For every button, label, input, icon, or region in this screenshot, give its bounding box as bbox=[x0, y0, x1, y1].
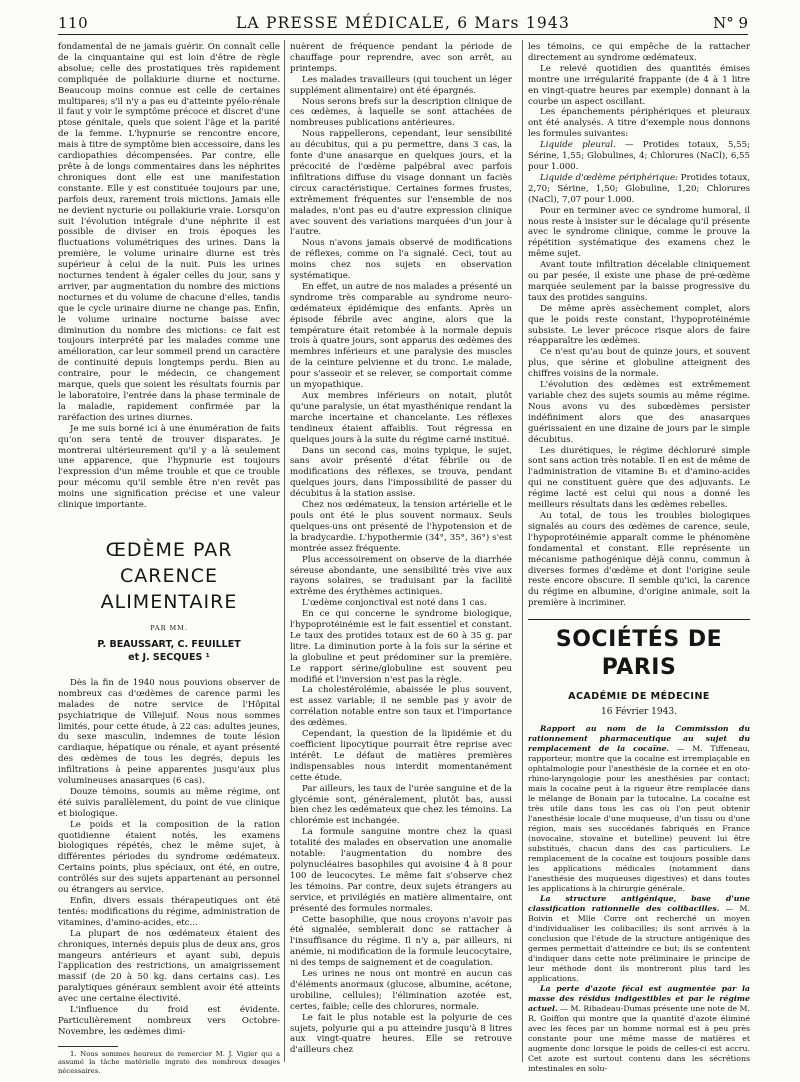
formula-label: Liquide d'œdème périphérique: bbox=[540, 172, 678, 183]
report-author: — M. Boivin et Mlle Corre bbox=[528, 903, 750, 923]
formula-paragraph bbox=[528, 173, 750, 206]
paragraph: Douze témoins, soumis au même régime, ont été suivis parallèlement, du point de vue clinique et biologique. bbox=[58, 786, 280, 819]
paragraph: les témoins, ce qui empêche de la rattacher directement au syndrome œdémateux. bbox=[528, 42, 750, 63]
paragraph: Dans un second cas, moins typique, le sujet, sans avoir présenté d'état fébrile ou de modifications des réflexes, se trouva, pendant quelques jours, dans l'impossibilité de passer du décubitus à la station assise. bbox=[290, 445, 512, 500]
page-number: 110 bbox=[58, 14, 89, 32]
section-heading: SOCIÉTÉS DE PARIS bbox=[555, 627, 723, 681]
authors bbox=[58, 638, 280, 664]
article-title-line: ŒDÈME PAR CARENCE bbox=[105, 538, 233, 587]
paragraph: Les diurétiques, le régime déchloruré simple sont sans action très notable. Il en est de même de l'administration de vitamine B₁ et d'amino-acides qui ne constituent guère que des adjuvants. Le régime lacté est celui qui nous a donné les meilleurs résultats dans les œdèmes rebelles. bbox=[528, 445, 750, 511]
formula-label: Liquide pleural. bbox=[540, 140, 616, 151]
report-paragraph bbox=[528, 724, 750, 894]
report-paragraph bbox=[528, 894, 750, 984]
paragraph: Ce n'est qu'au bout de quinze jours, et souvent plus, que sérine et globuline atteignent des chiffres voisins de la normale. bbox=[528, 347, 750, 380]
formula-text: Protides totaux, 2,70; Sérine, 1,50; Globuline, 1,20; Chlorures (NaCl), 7,07 pour 1.000. bbox=[528, 172, 750, 205]
paragraph: L'influence du froid est évidente. Particulièrement nombreux vers Octobre-Novembre, les œdèmes dimi- bbox=[58, 1005, 280, 1037]
paragraph: Les épanchements périphériques et pleuraux ont été analysés. A titre d'exemple nous donnons les formules suivantes: bbox=[528, 107, 750, 140]
footnote-rule bbox=[58, 1046, 118, 1047]
report-author: — M. Tiffeneau, bbox=[669, 743, 750, 753]
column-1 bbox=[58, 42, 280, 1075]
section-rule bbox=[528, 619, 750, 620]
paragraph: Chez nos œdémateux, la tension artérielle et le pouls ont été le plus souvent normaux. Seuls quelques-uns ont présenté de l'hypotension et de la bradycardie. L'hypothermie (34°, 35°, 36°) s'est montrée assez fréquente. bbox=[290, 500, 512, 554]
paragraph: Nous serons brefs sur la description clinique de ces œdèmes, à laquelle se sont attachées de nombreuses publications antérieures. bbox=[290, 96, 512, 129]
report-text: ont recherché un moyen d'individualiser les colibacilles; ils sont arrivés à la conclusion que l'étude de la structure antigénique des germes permettait d'atteindre ce but; ils se contentent d'indiquer dans cette note préliminaire le principe de leur méthode dont ils montreront plus tard les applications. bbox=[528, 913, 750, 983]
paragraph: Le fait le plus notable est la polyurie de ces sujets, polyurie qui a pu atteindre jusqu'à 8 litres aux vingt-quatre heures. Elle se retrouve d'ailleurs chez bbox=[290, 1012, 512, 1056]
paragraph: Au total, de tous les troubles biologiques signalés au cours des œdèmes de carence, seule, l'hypoprotéinémie apparaît comme le phénomène fondamental et constant. Elle représente un mécanisme pathogénique déjà connu, commun à diverses formes d'œdème et dont l'origine seule reste encore obscure. Il semble qu'ici, la carence du régime en albumine, d'origine animale, soit la première à incriminer. bbox=[528, 510, 750, 609]
column-3 bbox=[528, 42, 750, 1073]
issue-number: N° 9 bbox=[713, 14, 748, 32]
report-title: Rapport au nom de la Commission du rationnement pharmaceutique au sujet du remplacement de la cocaïne. bbox=[528, 723, 750, 753]
paragraph: Je me suis borné ici à une énumération de faits qu'on sera tenté de trouver disparates. Je montrerai ultérieurement qu'il y a là seulement une apparence, que l'hypnurie est toujours l'expression d'un même trouble et que ce trouble pour mécomu qu'il semble être n'en revêt pas moins une signification précise et une valeur clinique importante. bbox=[58, 423, 280, 511]
paragraph: Aux membres inférieurs on notait, plutôt qu'une paralysie, un état myasthénique rendant la marche incertaine et chancelante. Les réflexes tendineux étaient affaiblis. Tout régressa en quelques jours à la suite du régime carné institué. bbox=[290, 391, 512, 445]
column-divider bbox=[522, 40, 523, 1062]
footnote: 1. Nous sommes heureux de remercier M. J. Vigier qui a assumé la tâche matérielle ingrate des nombreux dosages nécessaires. bbox=[58, 1049, 280, 1075]
article-title bbox=[58, 537, 280, 615]
paragraph: fondamental de ne jamais guérir. On connaît celle de la cinquantaine qui est loin d'être de règle absolue; celle des prostatiques très rapidement compliquée de pollakiurie diurne et nocturne. Beaucoup moins connue est celle de certaines multipares; s'il n'y a pas eu d'atteinte pyélo-rénale il faut y voir le symptôme précoce et discret d'une ptose génitale, quels que soient l'âge et la parité de la femme. L'hypnurie se rencontre encore, mais à titre de symptôme bien accessoire, dans les cardiopathies décompensées. Par contre, elle prête à de longs commentaires dans les néphrites chroniques dont elle est une manifestation constante. Elle y est constituée toujours par une, parfois deux, rarement trois mictions. Jamais elle ne devient nycturie ou pollakiurie vraie. Lorsqu'on suit l'évolution intégrale d'une néphrite il est possible de diviser en trois époques les fluctuations volumétriques des urines. Dans la première, le volume urinaire diurne est très supérieur à celui de la nuit. Puis les urines nocturnes tendent à égaler celles du jour, sans y arriver, par augmentation du nombre des mictions nocturnes et du volume de chacune d'elles, tandis que le cycle urinaire diurne ne change pas. Enfin, le volume urinaire nocturne baisse avec diminution du nombre des mictions: ce fait est toujours interprété par les malades comme une amélioration, car leur sommeil prend un caractère de continuité depuis longtemps perdu. Bien au contraire, pour le médecin, ce changement marque, quels que soient les résultats fournis par le laboratoire, l'entrée dans la phase terminale de la maladie, rapidement confirmée par la raréfaction des urines diurnes. bbox=[58, 42, 280, 423]
paragraph: L'évolution des œdèmes est extrêmement variable chez des sujets soumis au même régime. Nous avons vu des subœdèmes persister indéfiniment alors que des anasarques guérissaient en une dizaine de jours par le simple décubitus. bbox=[528, 380, 750, 445]
paragraph: Enfin, divers essais thérapeutiques ont été tentés: modifications du régime, administration de vitamines, d'amino-acides, etc... bbox=[58, 896, 280, 928]
paragraph: Les urines ne nous ont montré en aucun cas d'éléments anormaux (glucose, albumine, acétone, urobiline, cellules); l'élimination azotée est, certes, faible; celle des chlorures, normale. bbox=[290, 969, 512, 1012]
paragraph: Les malades travailleurs (qui touchent un léger supplément alimentaire) ont été épargnés. bbox=[290, 74, 512, 96]
paragraph: Plus accessoirement on observe de la diarrhée séreuse abondante, une sensibilité très vive aux rayons solaires, se traduisant par la facilité extrême des érythèmes actiniques. bbox=[290, 554, 512, 598]
report-text: présente une note de M. R. Goiffon qui montre que la quantité d'azote éliminé avec les fèces par un homme normal est à peu près constante pour une même masse de matières et augmente donc lorsque le poids de celles-ci est accru. Cet azote est surtout contenu dans les sécrétions intestinales en solu- bbox=[528, 1003, 750, 1073]
paragraph: Cependant, la question de la lipidémie et du coefficient lipocytique pourrait être reprise avec intérêt. Le défaut de matières premières indispensables nous interdit momentanément cette étude. bbox=[290, 729, 512, 783]
paragraph: Dès la fin de 1940 nous pouvions observer de nombreux cas d'œdèmes de carence parmi les malades de notre service de l'Hôpital psychiatrique de Villejuif. Nous nous sommes limités, pour cette étude, à 22 cas: adultes jeunes, du sexe masculin, indemnes de toute lésion cardiaque, hépatique ou rénale, et ayant présenté des œdèmes de tous les degrés, depuis les infiltrations à peine apparentes jusqu'aux plus volumineuses anasarques (6 cas). bbox=[58, 677, 280, 787]
paragraph: Nous rappellerons, cependant, leur sensibilité au décubitus, qui a pu permettre, dans 3 cas, la fonte d'une anasarque en quelques jours, et la précocité de l'œdème palpébral avec parfois infiltrations diffuse du visage donnant un faciès circux caractéristique. Certaines formes frustes, extrêmement fréquentes sur l'ensemble de nos malades, n'ont pas eu d'autre expression clinique avec souvent des variations marquées d'un jour à l'autre. bbox=[290, 129, 512, 238]
paragraph: La plupart de nos œdémateux étaient des chroniques, internés depuis plus de deux ans, gros mangeurs antérieurs et ayant subi, depuis l'application des restrictions, un amaigrissement massif (de 20 à 50 kg. dans certains cas). Les paralytiques généraux semblent avoir été atteints avec une certaine électivité. bbox=[58, 928, 280, 1005]
byline-prefix: PAR MM. bbox=[150, 623, 188, 632]
report-title: La structure antigénique, base d'une classification rationnelle des colibacilles. bbox=[528, 893, 750, 913]
paragraph: Le poids et la composition de la ration quotidienne étaient notés, les examens biologiques répétés, chez le même sujet, à différentes périodes du syndrome œdémateux. Certains points, plus spéciaux, ont été, en outre, contrôlés sur des sujets appartenant au personnel ou étrangers au service. bbox=[58, 819, 280, 896]
paragraph: En ce qui concerne le syndrome biologique, l'hypoprotéinémie est le fait essentiel et constant. Le taux des protides totaux est de 60 à 35 g. par litre. La diminution porte à la fois sur la sérine et la globuline et peut prédominer sur la première. Le rapport sérine/globuline est souvent peu modifié et l'inversion n'est pas la règle. bbox=[290, 609, 512, 685]
report-author: — M. Ribadeau-Dumas bbox=[557, 1003, 651, 1013]
paragraph: La formule sanguine montre chez la quasi totalité des malades en observation une anomalie notable: l'augmentation du nombre des polynucléaires basophiles qui avoisine 4 à 8 pour 100 de leucocytes. Le même fait s'observe chez les témoins. Par contre, deux sujets étrangers au service, et privilégiés en matière alimentaire, ont présenté des formules normales. bbox=[290, 827, 512, 914]
article-title-line: ALIMENTAIRE bbox=[100, 590, 238, 613]
report-title: La perte d'azote fécal est augmentée par la masse des résidus indigestibles et par le régime actuel. bbox=[528, 983, 750, 1013]
formula-paragraph bbox=[528, 140, 750, 173]
society-name: ACADÉMIE DE MÉDECINE bbox=[568, 691, 710, 703]
paragraph: nuèrent de fréquence pendant la période de chauffage pour reprendre, avec son arrêt, au printemps. bbox=[290, 42, 512, 74]
paragraph: L'œdème conjonctival est noté dans 1 cas. bbox=[302, 598, 487, 609]
paragraph: Cette basophilie, que nous croyons n'avoir pas été signalée, semblerait donc se rattacher à l'insuffisance du régime. Il n'y a, par ailleurs, ni anémie, ni modification de la formule leucocytaire, ni des temps de saignement et de coagulation. bbox=[290, 914, 512, 969]
paragraph: Pour en terminer avec ce syndrome humoral, il nous reste à insister sur le décalage qu'il présente avec le syndrome clinique, comme le prouve la répétition systématique des examens chez le même sujet. bbox=[528, 205, 750, 260]
paragraph: Avant toute infiltration décelable cliniquement ou par pesée, il existe une phase de pré-œdème marquée seulement par la baisse progressive du taux des protides sanguins. bbox=[528, 260, 750, 303]
paragraph: En effet, un autre de nos malades a présenté un syndrome très comparable au syndrome neuro-œdémateux épidémique des enfants. Après un épisode fébrile avec angine, alors que la température était retombée à la normale depuis trois à quatre jours, sont apparus des œdèmes des membres inférieurs et une paralysie des muscles de la ceinture pelvienne et du tronc. Le malade, pour s'asseoir et se relever, se comportait comme un myopathique. bbox=[290, 281, 512, 391]
paragraph: La cholestérolémie, abaissée le plus souvent, est assez variable; il ne semble pas y avoir de corrélation notable entre son taux et l'importance des œdèmes. bbox=[290, 685, 512, 729]
header-rule bbox=[58, 34, 748, 35]
paragraph: De même après assèchement complet, alors que le poids reste constant, l'hypoprotéinémie subsiste. Le lever précoce risque alors de faire réapparaître les œdèmes. bbox=[528, 303, 750, 347]
paragraph: Le relevé quotidien des quantités émises montre une irrégularité frappante (de 4 à 1 litre en vingt-quatre heures par exemple) donnant à la courbe un aspect oscillant. bbox=[528, 63, 750, 107]
report-text: rapporteur, montre que la cocaïne est irremplaçable en ophtalmologie pour l'anesthésie de la cornée et en oto-rhino-laryngologie pour les anesthésies par contact; mais la cocaïne peut à la rigueur être remplacée dans le mélange de Bonain par la tutocaïne. La cocaïne est très utile dans tous les cas où l'on peut obtenir l'anesthésie locale d'une muqueuse, d'un tissu ou d'une région, mais ses succédanés fabriqués en France (novocaïne, stovaïne et butelline) peuvent lui être substitués, chacun dans des cas particuliers. Le remplacement de la cocaïne est toujours possible dans les applications médicales (notamment dans l'anesthésie des muqueuses digestives) et dans toutes les applications à la chirurgie générale. bbox=[528, 753, 750, 893]
formula-text: — Protides totaux, 5,55; Sérine, 1,55; Globulines, 4; Chlorures (NaCl), 6,55 pour 1.000. bbox=[528, 140, 750, 172]
column-divider bbox=[284, 40, 285, 1062]
session-date: 16 Février 1943. bbox=[601, 707, 677, 718]
authors-line: et J. SECQUES ¹ bbox=[128, 651, 210, 663]
report-paragraph bbox=[528, 984, 750, 1074]
paragraph: Nous n'avons jamais observé de modifications de réflexes, comme on l'a signalé. Ceci, tout au moins chez nos sujets en observation systématique. bbox=[290, 238, 512, 282]
journal-title: LA PRESSE MÉDICALE, 6 Mars 1943 bbox=[235, 14, 571, 32]
authors-line: P. BEAUSSART, C. FEUILLET bbox=[97, 638, 241, 650]
column-2 bbox=[290, 42, 512, 1062]
paragraph: Par ailleurs, les taux de l'urée sanguine et de la glycémie sont, généralement, plutôt bas, aussi bien chez les œdémateux que chez les témoins. La chlorémie est inchangée. bbox=[290, 783, 512, 827]
